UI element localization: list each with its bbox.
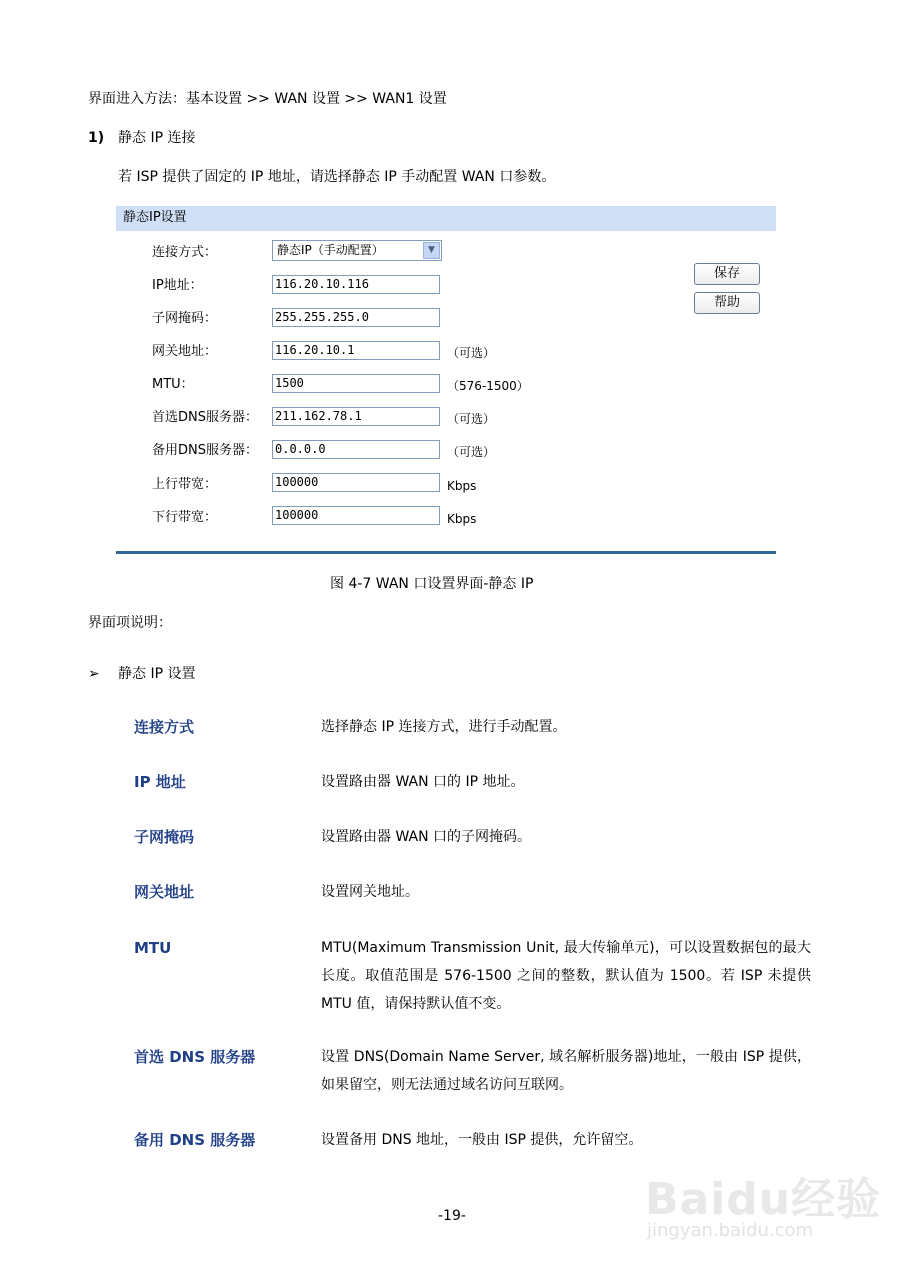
term-subnet-mask: 子网掩码 — [134, 828, 195, 846]
desc-gateway: 设置网关地址。 — [321, 884, 419, 900]
connection-type-value: 静态IP（手动配置） — [277, 243, 384, 257]
downstream-bandwidth-label: 下行带宽： — [152, 510, 218, 525]
term-mtu: MTU — [134, 939, 172, 957]
downstream-bandwidth-input[interactable]: 100000 — [272, 506, 440, 525]
mtu-input[interactable]: 1500 — [272, 374, 440, 393]
mtu-label: MTU： — [152, 377, 194, 392]
secondary-dns-input[interactable]: 0.0.0.0 — [272, 440, 440, 459]
mtu-note: （576-1500） — [447, 379, 529, 393]
term-secondary-dns: 备用 DNS 服务器 — [134, 1131, 256, 1149]
bullet-arrow-icon: ➢ — [88, 666, 100, 682]
upstream-bandwidth-label: 上行带宽： — [152, 477, 218, 492]
secondary-dns-label: 备用DNS服务器： — [152, 443, 258, 458]
desc-connection-type: 选择静态 IP 连接方式，进行手动配置。 — [321, 719, 567, 735]
primary-dns-input[interactable]: 211.162.78.1 — [272, 407, 440, 426]
subnet-mask-input[interactable]: 255.255.255.0 — [272, 308, 440, 327]
save-button[interactable]: 保存 — [694, 263, 760, 285]
primary-dns-label: 首选DNS服务器： — [152, 410, 258, 425]
desc-primary-dns: 设置 DNS(Domain Name Server, 域名解析服务器)地址，一般由 ISP 提供，如果留空，则无法通过域名访问互联网。 — [321, 1049, 811, 1093]
baidu-watermark-logo: Baidu经验 — [645, 1174, 882, 1225]
panel-bottom-border — [116, 551, 776, 554]
desc-subnet-mask: 设置路由器 WAN 口的子网掩码。 — [321, 829, 532, 845]
intro-text: 若 ISP 提供了固定的 IP 地址，请选择静态 IP 手动配置 WAN 口参数。 — [118, 169, 556, 185]
page-number: -19- — [438, 1208, 466, 1224]
downstream-unit: Kbps — [447, 512, 477, 526]
subsection-title: 静态 IP 设置 — [118, 666, 196, 682]
upstream-unit: Kbps — [447, 479, 477, 493]
desc-secondary-dns: 设置备用 DNS 地址，一般由 ISP 提供，允许留空。 — [321, 1132, 643, 1148]
gateway-input[interactable]: 116.20.10.1 — [272, 341, 440, 360]
static-ip-settings-panel — [116, 206, 776, 554]
connection-type-select[interactable] — [272, 240, 442, 261]
subnet-mask-label: 子网掩码： — [152, 311, 218, 326]
ip-address-input[interactable]: 116.20.10.116 — [272, 275, 440, 294]
panel-title: 静态IP设置 — [123, 210, 187, 225]
primary-dns-note: （可选） — [447, 412, 496, 426]
gateway-label: 网关地址： — [152, 344, 218, 359]
connection-type-label: 连接方式： — [152, 245, 218, 260]
term-gateway: 网关地址 — [134, 883, 195, 901]
panel-header — [116, 206, 776, 231]
item-description-intro: 界面项说明： — [88, 615, 172, 631]
term-ip-address: IP 地址 — [134, 773, 186, 791]
term-primary-dns: 首选 DNS 服务器 — [134, 1048, 256, 1066]
ip-address-label: IP地址： — [152, 278, 203, 293]
section-title: 静态 IP 连接 — [118, 130, 196, 146]
help-button[interactable]: 帮助 — [694, 292, 760, 314]
chevron-down-icon[interactable]: ▼ — [423, 242, 440, 259]
desc-mtu: MTU(Maximum Transmission Unit, 最大传输单元)，可以设置数据包的最大长度。取值范围是 576-1500 之间的整数，默认值为 1500。若 ISP 未提供 MTU 值，请保持默认值不变。 — [321, 940, 811, 1012]
navigation-path: 界面进入方法：基本设置 >> WAN 设置 >> WAN1 设置 — [88, 91, 447, 107]
section-number: 1) — [88, 130, 105, 146]
baidu-watermark-url: jingyan.baidu.com — [647, 1220, 814, 1241]
secondary-dns-note: （可选） — [447, 445, 496, 459]
figure-caption: 图 4-7 WAN 口设置界面-静态 IP — [330, 576, 534, 592]
gateway-note: （可选） — [447, 346, 496, 360]
term-connection-type: 连接方式 — [134, 718, 195, 736]
upstream-bandwidth-input[interactable]: 100000 — [272, 473, 440, 492]
desc-ip-address: 设置路由器 WAN 口的 IP 地址。 — [321, 774, 525, 790]
